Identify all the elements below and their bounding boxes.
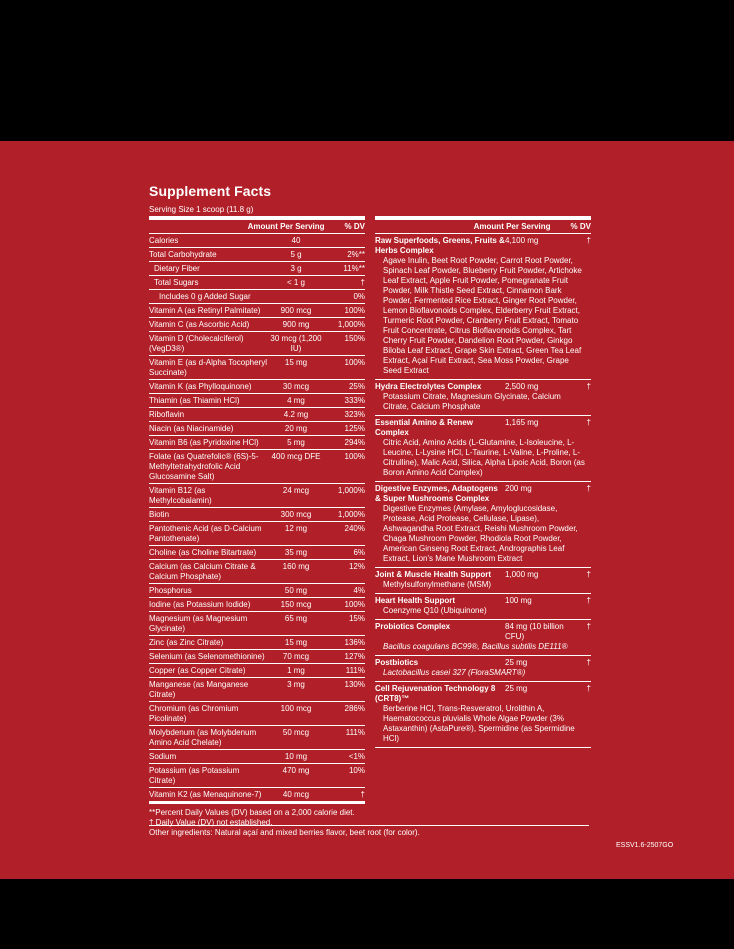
nutrient-name: Choline (as Choline Bitartrate) xyxy=(149,547,257,557)
blend-dv: † xyxy=(586,382,591,391)
blend-header xyxy=(375,236,591,256)
table-row xyxy=(149,560,365,584)
left-column xyxy=(149,216,365,828)
nutrient-dv: 1,000% xyxy=(337,509,365,519)
nutrient-dv: 1,000% xyxy=(337,485,365,495)
nutrient-amount: 4 mg xyxy=(287,395,305,405)
right-column xyxy=(375,216,591,748)
nutrient-name: Copper (as Copper Citrate) xyxy=(149,665,246,675)
blend-header xyxy=(375,658,591,668)
blend-amount: 1,165 mg xyxy=(505,418,539,427)
nutrient-dv: 111% xyxy=(345,727,365,737)
nutrient-dv: 333% xyxy=(344,395,365,405)
nutrient-amount: 4.2 mg xyxy=(283,409,309,419)
nutrient-amount: 50 mcg xyxy=(282,727,310,737)
table-row xyxy=(149,612,365,636)
table-row xyxy=(149,408,365,422)
left-header xyxy=(149,216,365,234)
blend-dv: † xyxy=(586,418,591,427)
nutrient-name: Selenium (as Selenomethionine) xyxy=(149,651,265,661)
table-row xyxy=(149,276,365,290)
blend-dv: † xyxy=(586,622,591,631)
nutrient-name: Vitamin K2 (as Menaquinone-7) xyxy=(149,789,262,799)
nutrient-name: Biotin xyxy=(149,509,170,519)
blend-row xyxy=(375,380,591,416)
nutrient-dv: 2%** xyxy=(347,249,365,259)
nutrient-dv: 136% xyxy=(344,637,365,647)
nutrient-amount: 3 g xyxy=(290,263,302,273)
nutrient-amount: 40 mcg xyxy=(282,789,310,799)
blend-ingredients: Citric Acid, Amino Acids (L-Glutamine, L-Isoleucine, L-Leucine, L-Lysine HCl, L-Taurine, L-Valine, L-Proline, L-Citrulline), Malic Acid, Silica, Alpha Lipoic Acid, Boron (as Boron Amino Acid Complex) xyxy=(383,438,585,477)
nutrient-amount: 30 mcg xyxy=(282,381,310,391)
nutrient-amount: 40 xyxy=(291,235,301,245)
nutrient-dv: 1,000% xyxy=(337,319,365,329)
blend-ingredients: Potassium Citrate, Magnesium Glycinate, Calcium Citrate, Calcium Phosphate xyxy=(383,392,561,411)
nutrient-dv: 100% xyxy=(344,599,365,609)
nutrient-name: Vitamin E (as d-Alpha Tocopheryl Succinate) xyxy=(149,357,267,377)
nutrient-dv: 240% xyxy=(344,523,365,533)
table-row xyxy=(149,664,365,678)
nutrient-amount: 900 mg xyxy=(282,319,310,329)
nutrient-name: Folate (as Quatrefolic® (6S)-5-Methyltetrahydrofolic Acid Glucosamine Salt) xyxy=(149,451,259,481)
amount-header: Amount Per Serving xyxy=(247,222,325,231)
footnote-dagger: † Daily Value (DV) not established. xyxy=(149,818,273,827)
nutrient-dv: 286% xyxy=(344,703,365,713)
right-header xyxy=(375,216,591,234)
nutrient-name: Molybdenum (as Molybdenum Amino Acid Chelate) xyxy=(149,727,257,747)
nutrient-amount: 150 mcg xyxy=(280,599,312,609)
nutrient-name: Riboflavin xyxy=(149,409,185,419)
nutrient-dv: 125% xyxy=(344,423,365,433)
nutrient-dv: 10% xyxy=(348,765,365,775)
blend-row xyxy=(375,656,591,682)
nutrient-dv: 12% xyxy=(348,561,365,571)
nutrient-dv: 127% xyxy=(344,651,365,661)
blend-ingredients: Digestive Enzymes (Amylase, Amyloglucosidase, Protease, Acid Protease, Cellulase, Lipase), Ashwagandha Root Extract, Reishi Mushroom Powder, Chaga Mushroom Powder, Rhodiola Root Powder, American Ginseng Root Extract, Andrographis Leaf Extract, Lion's Mane Mushroom Extract xyxy=(383,504,578,563)
blend-dv: † xyxy=(586,484,591,493)
nutrient-dv: 25% xyxy=(348,381,365,391)
nutrient-name: Calories xyxy=(149,235,179,245)
nutrient-dv: 4% xyxy=(353,585,365,595)
blend-header xyxy=(375,684,591,704)
nutrient-dv: 323% xyxy=(344,409,365,419)
table-row xyxy=(149,598,365,612)
nutrient-amount: 20 mg xyxy=(284,423,308,433)
nutrient-name: Total Sugars xyxy=(154,277,199,287)
blend-ingredients: Berberine HCl, Trans-Resveratrol, Urolithin A, Haematococcus pluvialis Whole Algae Powder (3% Astaxanthin) (AstaPure®), Spermidine (as Spermidine HCl) xyxy=(383,704,575,743)
nutrient-amount: 470 mg xyxy=(282,765,310,775)
table-row xyxy=(149,636,365,650)
blend-header xyxy=(375,596,591,606)
table-row xyxy=(149,290,365,304)
blend-name: Raw Superfoods, Greens, Fruits & Herbs Complex xyxy=(375,236,505,255)
table-row xyxy=(149,764,365,788)
blend-header xyxy=(375,484,591,504)
blend-header xyxy=(375,382,591,392)
nutrient-amount: 65 mg xyxy=(284,613,308,623)
blend-row xyxy=(375,416,591,482)
blend-row xyxy=(375,620,591,656)
table-row xyxy=(149,248,365,262)
nutrient-amount: 15 mg xyxy=(284,357,308,367)
nutrient-name: Phosphorus xyxy=(149,585,192,595)
blend-ingredients: Bacillus coagulans BC99®, Bacillus subtilis DE111® xyxy=(383,642,568,651)
table-row xyxy=(149,380,365,394)
nutrient-amount: 5 g xyxy=(290,249,302,259)
nutrient-amount: 400 mcg DFE xyxy=(271,451,321,461)
blend-name: Cell Rejuvenation Technology 8 (CRT8)™ xyxy=(375,684,496,703)
table-row xyxy=(149,318,365,332)
nutrient-name: Vitamin K (as Phylloquinone) xyxy=(149,381,252,391)
blend-dv: † xyxy=(586,684,591,693)
nutrient-amount: 100 mcg xyxy=(280,703,312,713)
blend-name: Postbiotics xyxy=(375,658,419,667)
nutrient-dv: 100% xyxy=(344,451,365,461)
blend-header xyxy=(375,418,591,438)
nutrient-dv: <1% xyxy=(348,751,365,761)
blend-name: Probiotics Complex xyxy=(375,622,451,631)
nutrient-dv: 0% xyxy=(353,291,365,301)
table-row xyxy=(149,234,365,248)
blend-name: Hydra Electrolytes Complex xyxy=(375,382,482,391)
blend-header xyxy=(375,622,591,642)
amount-header: Amount Per Serving xyxy=(473,222,551,231)
nutrient-dv: 130% xyxy=(344,679,365,689)
nutrient-amount: 160 mg xyxy=(282,561,310,571)
nutrient-name: Total Carbohydrate xyxy=(149,249,217,259)
blend-dv: † xyxy=(586,236,591,245)
table-row xyxy=(149,522,365,546)
blend-amount: 25 mg xyxy=(505,684,528,693)
table-row xyxy=(149,584,365,598)
nutrient-amount: 300 mcg xyxy=(280,509,312,519)
nutrient-amount: 12 mg xyxy=(284,523,308,533)
nutrient-name: Vitamin D (Cholecalciferol) (VegD3®) xyxy=(149,333,244,353)
table-row xyxy=(149,332,365,356)
nutrient-dv: 11%** xyxy=(343,263,365,273)
nutrient-name: Calcium (as Calcium Citrate & Calcium Phosphate) xyxy=(149,561,256,581)
blend-name: Essential Amino & Renew Complex xyxy=(375,418,473,437)
blend-dv: † xyxy=(586,596,591,605)
nutrient-name: Manganese (as Manganese Citrate) xyxy=(149,679,249,699)
nutrient-dv: 15% xyxy=(348,613,365,623)
nutrient-dv: 100% xyxy=(344,357,365,367)
nutrient-amount: 5 mg xyxy=(287,437,305,447)
nutrient-name: Iodine (as Potassium Iodide) xyxy=(149,599,251,609)
supplement-panel xyxy=(0,141,734,879)
blend-dv: † xyxy=(586,570,591,579)
nutrient-dv: 294% xyxy=(344,437,365,447)
nutrient-name: Pantothenic Acid (as D-Calcium Pantothenate) xyxy=(149,523,262,543)
product-code: ESSV1.6-2507GO xyxy=(616,842,674,849)
blend-header xyxy=(375,570,591,580)
table-row xyxy=(149,394,365,408)
blend-name: Heart Health Support xyxy=(375,596,456,605)
nutrient-amount: 30 mcg (1,200 IU) xyxy=(270,333,322,353)
nutrient-name: Potassium (as Potassium Citrate) xyxy=(149,765,240,785)
table-row xyxy=(149,356,365,380)
nutrient-amount: 50 mg xyxy=(284,585,308,595)
blend-amount: 4,100 mg xyxy=(505,236,539,245)
table-row xyxy=(149,450,365,484)
table-row xyxy=(149,650,365,664)
nutrient-name: Magnesium (as Magnesium Glycinate) xyxy=(149,613,248,633)
nutrient-dv xyxy=(325,236,365,246)
nutrient-name: Zinc (as Zinc Citrate) xyxy=(149,637,224,647)
blend-amount: 25 mg xyxy=(505,658,528,667)
blend-ingredients: Agave Inulin, Beet Root Powder, Carrot Root Powder, Spinach Leaf Powder, Blueberry Fruit Powder, Artichoke Leaf Extract, Apple Fruit Powder, Pomegranate Fruit Powder, Milk Thistle Seed Extract, Cinnamon Bark Powder, Fermented Rice Extract, Ginger Root Powder, Lemon Bioflavonoids Complex, Elderberry Fruit Extract, Turmeric Root Powder, Cranberry Fruit Extract, Tomato Fruit Concentrate, Citrus Bioflavonoids Complex, Tart Cherry Fruit Powder, Dandelion Root Powder, Ginkgo Biloba Leaf Extract, Grape Skin Extract, Green Tea Leaf Extract, Açaí Fruit Extract, Sea Moss Powder, Grape Seed Extract xyxy=(383,256,582,375)
table-row xyxy=(149,436,365,450)
table-row xyxy=(149,484,365,508)
blend-amount: 100 mg xyxy=(505,596,532,605)
nutrient-dv: 150% xyxy=(344,333,365,343)
nutrient-dv: † xyxy=(360,277,365,287)
nutrient-name: Niacin (as Niacinamide) xyxy=(149,423,234,433)
right-rows xyxy=(375,234,591,748)
nutrient-amount: 1 mg xyxy=(287,665,305,675)
nutrient-amount: 10 mg xyxy=(284,751,308,761)
blend-row xyxy=(375,594,591,620)
nutrient-dv: 100% xyxy=(344,305,365,315)
footnote-percent: **Percent Daily Values (DV) based on a 2,000 calorie diet. xyxy=(149,808,355,817)
blend-ingredients: Methylsulfonylmethane (MSM) xyxy=(383,580,492,589)
nutrient-name: Dietary Fiber xyxy=(154,263,200,273)
nutrient-amount: 70 mcg xyxy=(282,651,310,661)
blend-amount: 1,000 mg xyxy=(505,570,539,579)
nutrient-dv: 111% xyxy=(345,665,365,675)
blend-row xyxy=(375,682,591,748)
table-row xyxy=(149,750,365,764)
blend-dv: † xyxy=(586,658,591,667)
table-row xyxy=(149,702,365,726)
dv-header: % DV xyxy=(570,222,591,231)
table-row xyxy=(149,726,365,750)
page-title: Supplement Facts xyxy=(149,183,272,199)
nutrient-amount: 3 mg xyxy=(287,679,305,689)
nutrient-amount: 24 mcg xyxy=(282,485,310,495)
dv-header: % DV xyxy=(344,222,365,231)
nutrient-name: Vitamin B6 (as Pyridoxine HCl) xyxy=(149,437,259,447)
table-row xyxy=(149,304,365,318)
blend-amount: 200 mg xyxy=(505,484,532,493)
nutrient-amount: 15 mg xyxy=(284,637,308,647)
nutrient-dv: 6% xyxy=(353,547,365,557)
nutrient-amount: 900 mcg xyxy=(280,305,312,315)
nutrient-name: Thiamin (as Thiamin HCl) xyxy=(149,395,240,405)
table-row xyxy=(149,508,365,522)
table-row xyxy=(149,262,365,276)
blend-amount: 84 mg (10 billion CFU) xyxy=(505,622,564,641)
table-row xyxy=(149,422,365,436)
nutrient-name: Sodium xyxy=(149,751,177,761)
nutrient-amount: < 1 g xyxy=(286,277,305,287)
blend-name: Joint & Muscle Health Support xyxy=(375,570,492,579)
blend-ingredients: Coenzyme Q10 (Ubiquinone) xyxy=(383,606,487,615)
left-rows xyxy=(149,234,365,804)
table-row xyxy=(149,546,365,560)
blend-amount: 2,500 mg xyxy=(505,382,539,391)
nutrient-dv: † xyxy=(360,789,365,799)
serving-size: Serving Size 1 scoop (11.8 g) xyxy=(149,205,254,214)
blend-row xyxy=(375,234,591,380)
nutrient-name: Vitamin C (as Ascorbic Acid) xyxy=(149,319,250,329)
nutrient-name: Chromium (as Chromium Picolinate) xyxy=(149,703,239,723)
table-row xyxy=(149,678,365,702)
other-ingredients: Other ingredients: Natural açaí and mixed berries flavor, beet root (for color). xyxy=(149,825,589,837)
nutrient-name: Vitamin A (as Retinyl Palmitate) xyxy=(149,305,261,315)
nutrient-name: Vitamin B12 (as Methylcobalamin) xyxy=(149,485,212,505)
blend-name: Digestive Enzymes, Adaptogens & Super Mushrooms Complex xyxy=(375,484,498,503)
blend-row xyxy=(375,568,591,594)
blend-row xyxy=(375,482,591,568)
nutrient-name: Includes 0 g Added Sugar xyxy=(159,291,251,301)
nutrient-amount xyxy=(267,292,325,302)
blend-ingredients: Lactobacillus casei 327 (FloraSMART®) xyxy=(383,668,526,677)
table-row xyxy=(149,788,365,804)
nutrient-amount: 35 mg xyxy=(284,547,308,557)
